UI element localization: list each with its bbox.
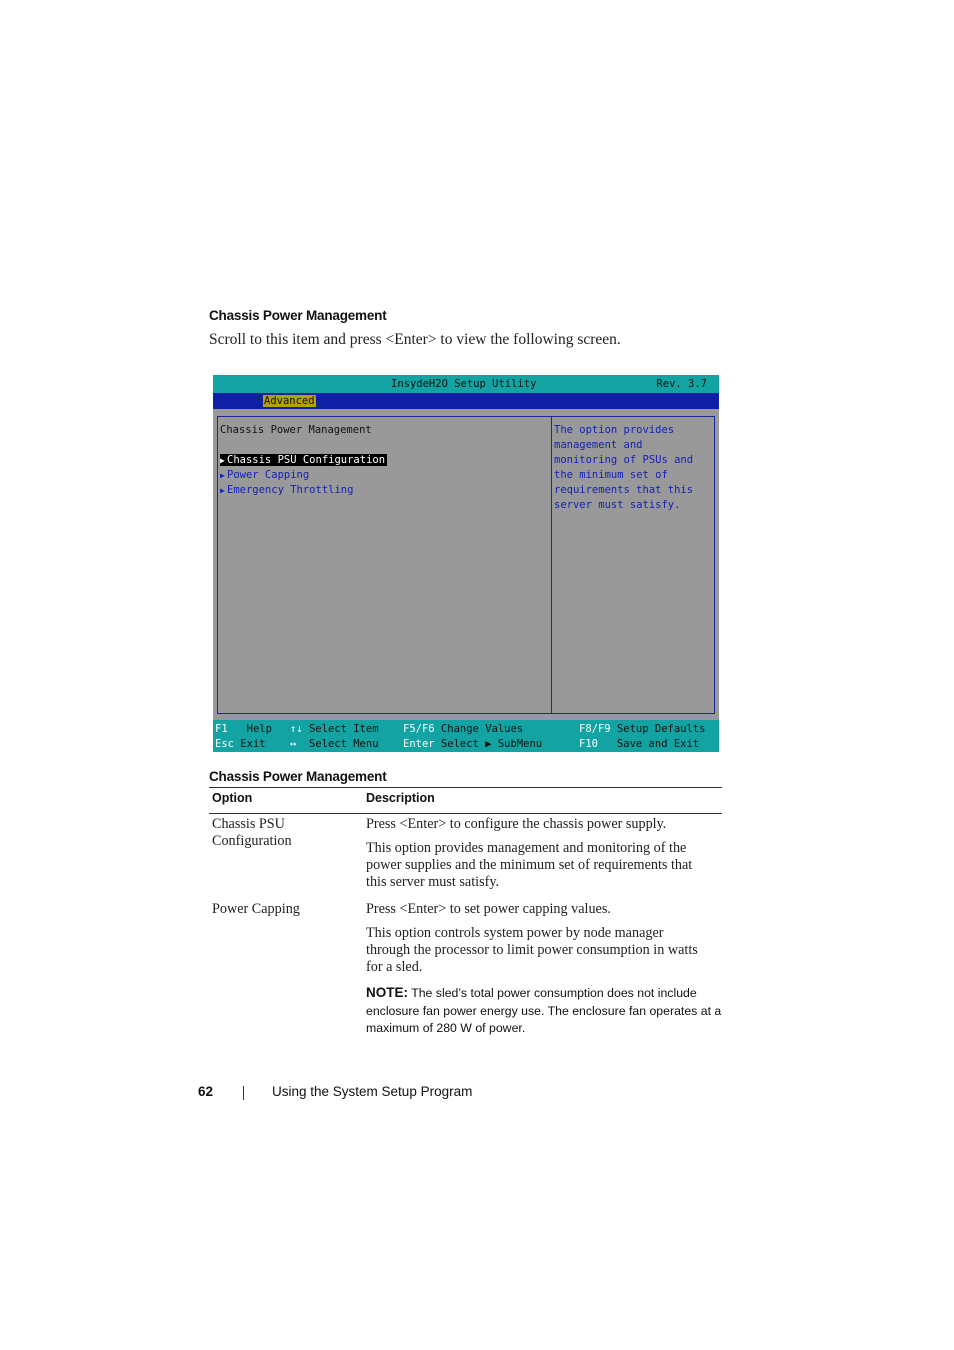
description-cell: through the processor to limit power consumption in watts bbox=[366, 942, 698, 958]
bios-item-power-capping[interactable] bbox=[220, 469, 309, 481]
table-caption: Chassis Power Management bbox=[209, 769, 387, 784]
bios-item-label: Emergency Throttling bbox=[227, 484, 354, 496]
option-cell: Chassis PSU bbox=[212, 816, 285, 832]
bios-screenshot bbox=[213, 375, 719, 752]
key-change-values: F5/F6 Change Values bbox=[403, 723, 524, 735]
description-cell: This option provides management and monitoring of the bbox=[366, 840, 687, 856]
bios-revision: Rev. 3.7 bbox=[656, 378, 707, 390]
bios-title-bar bbox=[213, 375, 719, 393]
description-cell: power supplies and the minimum set of requirements that bbox=[366, 857, 693, 873]
tab-advanced[interactable]: Advanced bbox=[264, 395, 315, 407]
header-description: Description bbox=[366, 791, 435, 805]
note-text: The sled’s total power consumption does not include enclosure fan power energy use. The enclosure fan operates at a maximum of 280 W of power. bbox=[366, 986, 722, 1035]
bios-main-panel bbox=[217, 416, 552, 714]
key-select-submenu: Enter Select ▶ SubMenu bbox=[403, 738, 543, 750]
help-line: requirements that this bbox=[554, 484, 694, 496]
bios-key-footer bbox=[213, 720, 719, 752]
note-label: NOTE: bbox=[366, 985, 408, 1000]
bios-item-label: Chassis PSU Configuration bbox=[227, 454, 386, 466]
bios-item-chassis-psu-configuration[interactable] bbox=[220, 454, 387, 466]
chapter-title: Using the System Setup Program bbox=[272, 1084, 473, 1099]
bios-item-label: Power Capping bbox=[227, 469, 310, 481]
submenu-arrow-icon: ▶ bbox=[220, 456, 225, 465]
bios-item-emergency-throttling[interactable] bbox=[220, 484, 353, 496]
footer-divider bbox=[243, 1086, 244, 1100]
help-line: management and bbox=[554, 439, 643, 451]
help-line: monitoring of PSUs and bbox=[554, 454, 694, 466]
key-help: F1 Help bbox=[215, 723, 272, 735]
table-header-rule bbox=[209, 813, 722, 814]
key-select-item: ↑↓ Select Item bbox=[290, 723, 379, 735]
help-line: server must satisfy. bbox=[554, 499, 681, 511]
note-block bbox=[366, 984, 722, 1038]
description-cell: this server must satisfy. bbox=[366, 874, 500, 890]
header-option: Option bbox=[212, 791, 253, 805]
submenu-arrow-icon: ▶ bbox=[220, 471, 225, 480]
help-line: the minimum set of bbox=[554, 469, 668, 481]
submenu-arrow-icon: ▶ bbox=[220, 486, 225, 495]
description-cell: for a sled. bbox=[366, 959, 423, 975]
description-cell: Press <Enter> to configure the chassis power supply. bbox=[366, 816, 667, 832]
description-cell: Press <Enter> to set power capping values. bbox=[366, 901, 611, 917]
page-number: 62 bbox=[198, 1084, 214, 1099]
bios-utility-title: InsydeH2O Setup Utility bbox=[391, 378, 537, 390]
key-setup-defaults: F8/F9 Setup Defaults bbox=[579, 723, 706, 735]
key-exit: Esc Exit bbox=[215, 738, 266, 750]
help-line: The option provides bbox=[554, 424, 675, 436]
intro-text: Scroll to this item and press <Enter> to view the following screen. bbox=[209, 331, 621, 348]
option-cell: Configuration bbox=[212, 833, 292, 849]
bios-menu-bar bbox=[213, 393, 719, 409]
key-save-exit: F10 Save and Exit bbox=[579, 738, 700, 750]
key-select-menu: ↔ Select Menu bbox=[290, 738, 379, 750]
table-top-rule bbox=[209, 787, 722, 788]
option-cell: Power Capping bbox=[212, 901, 300, 917]
section-heading: Chassis Power Management bbox=[209, 308, 387, 323]
bios-help-panel bbox=[551, 416, 715, 714]
bios-panel-title: Chassis Power Management bbox=[220, 424, 372, 436]
description-cell: This option controls system power by node manager bbox=[366, 925, 664, 941]
